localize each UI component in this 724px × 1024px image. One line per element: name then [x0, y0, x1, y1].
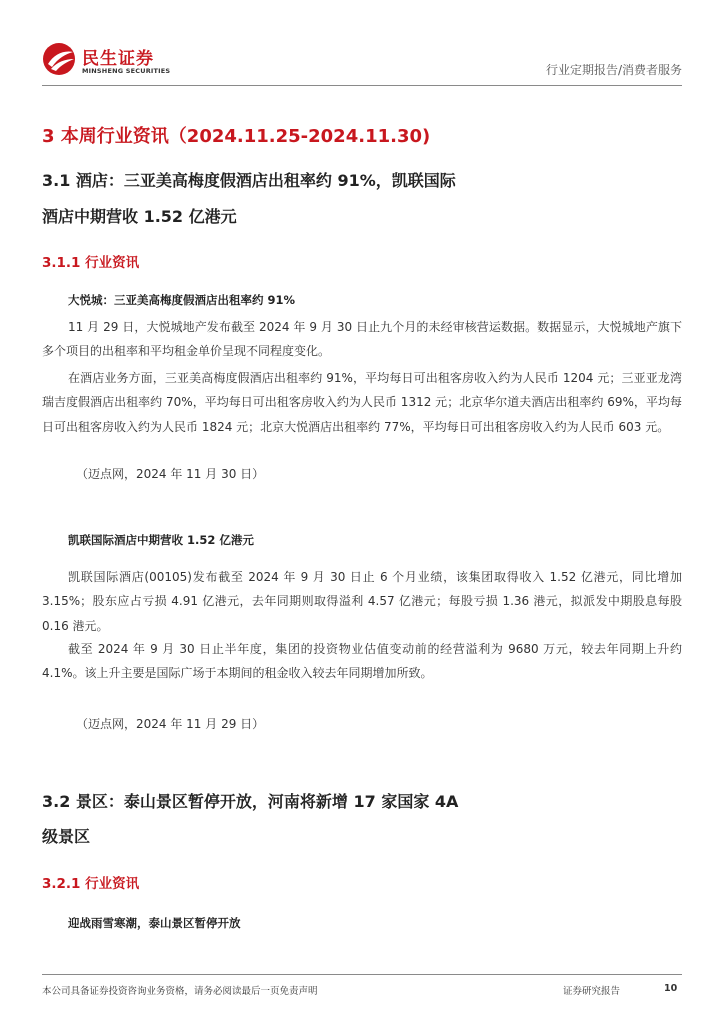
footer-disclaimer: 本公司具备证券投资咨询业务资格，请务必阅读最后一页免责声明	[42, 986, 318, 997]
report-type-label: 行业定期报告/消费者服务	[545, 63, 682, 77]
section-3-2-1-title: 3.2.1 行业资讯	[42, 876, 140, 892]
minsheng-logo-icon	[42, 42, 78, 76]
news-headline-kailian: 凯联国际酒店中期营收 1.52 亿港元	[68, 533, 254, 547]
section-3-1-1-title: 3.1.1 行业资讯	[42, 255, 140, 271]
logo-chinese-name: 民生证券	[82, 49, 154, 69]
section-3-2-title-line2: 级景区	[42, 827, 91, 846]
news-source-dayuecheng: （迈点网，2024 年 11 月 30 日）	[76, 467, 265, 481]
header-divider	[42, 85, 682, 86]
page-number: 10	[664, 983, 678, 994]
news-source-kailian: （迈点网，2024 年 11 月 29 日）	[76, 717, 265, 731]
news-paragraph-dayuecheng-1: 11 月 29 日，大悦城地产发布截至 2024 年 9 月 30 日止九个月的未经审核营运数据。数据显示，大悦城地产旗下多个项目的出租率和平均租金单价呈现不同程度变化。	[42, 320, 682, 359]
section-3-title: 3 本周行业资讯（2024.11.25-2024.11.30)	[42, 126, 431, 147]
minsheng-logo	[42, 42, 182, 78]
news-paragraph-kailian-2: 截至 2024 年 9 月 30 日止半年度，集团的投资物业估值变动前的经营溢利为 9680 万元，较去年同期上升约 4.1%。该上升主要是国际广场于本期间的租金收入较去年同期增加所致。	[42, 642, 682, 681]
news-headline-taishan: 迎战雨雪寒潮，泰山景区暂停开放	[68, 916, 241, 930]
logo-english-name: MINSHENG SECURITIES	[82, 67, 171, 75]
section-3-2-title-line1: 3.2 景区：泰山景区暂停开放，河南将新增 17 家国家 4A	[42, 792, 459, 811]
section-3-1-title-line2: 酒店中期营收 1.52 亿港元	[42, 207, 237, 226]
footer-doc-type: 证券研究报告	[563, 986, 621, 997]
page-header	[42, 38, 682, 88]
news-paragraph-dayuecheng-2: 在酒店业务方面，三亚美高梅度假酒店出租率约 91%，平均每日可出租客房收入约为人民币 1204 元；三亚亚龙湾瑞吉度假酒店出租率约 70%，平均每日可出租客房收入约为人民币 1312 元；北京华尔道夫酒店出租率约 69%，平均每日可出租客房收入约为人民币 1824 元；北京大悦酒店出租率约 77%，平均每日可出租客房收入约为人民币 603 元。	[42, 371, 682, 434]
news-paragraph-kailian-1: 凯联国际酒店(00105)发布截至 2024 年 9 月 30 日止 6 个月业绩，该集团取得收入 1.52 亿港元，同比增加 3.15%；股东应占亏损 4.91 亿港元，去年同期则取得溢利 4.57 亿港元；每股亏损 1.36 港元，拟派发中期股息每股 0.16 港元。	[42, 570, 682, 633]
footer-divider	[42, 974, 682, 975]
news-headline-dayuecheng: 大悦城：三亚美高梅度假酒店出租率约 91%	[68, 293, 296, 307]
section-3-1-title-line1: 3.1 酒店：三亚美高梅度假酒店出租率约 91%，凯联国际	[42, 171, 456, 190]
